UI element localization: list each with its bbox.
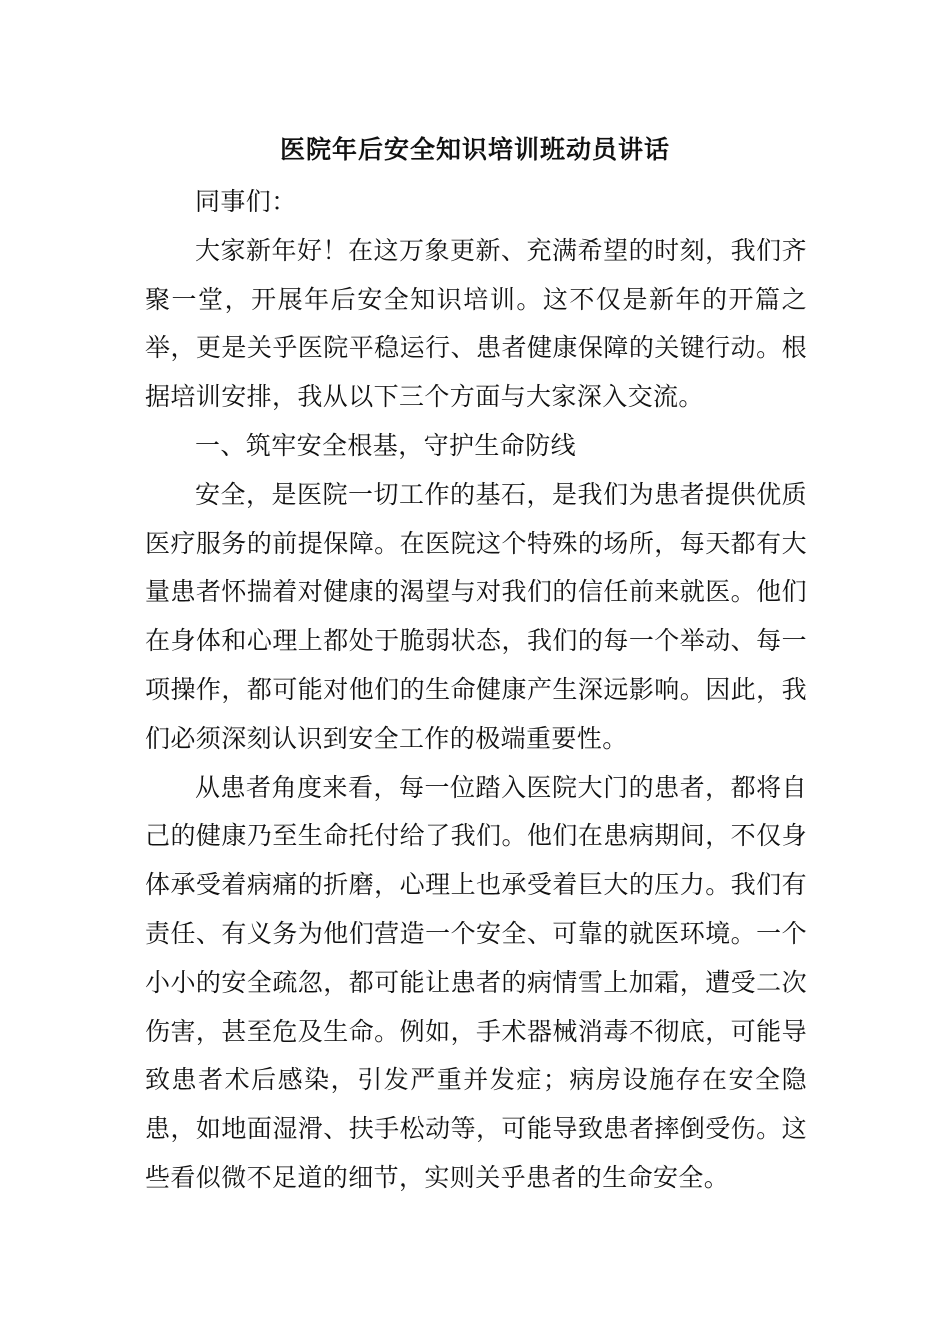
section-heading-1: 一、筑牢安全根基，守护生命防线 <box>195 430 577 460</box>
opening-paragraph: 大家新年好！在这万象更新、充满希望的时刻，我们齐聚一堂，开展年后安全知识培训。这不仅是新年的开篇之举，更是关乎医院平稳运行、患者健康保障的关键行动。根据培训安排，我从以下三个方面与大家深入交流。 <box>145 235 807 412</box>
body-paragraph: 安全，是医院一切工作的基石，是我们为患者提供优质医疗服务的前提保障。在医院这个特殊的场所，每天都有大量患者怀揣着对健康的渴望与对我们的信任前来就医。他们在身体和心理上都处于脆弱状态，我们的每一个举动、每一项操作，都可能对他们的生命健康产生深远影响。因此，我们必须深刻认识到安全工作的极端重要性。 <box>145 479 807 753</box>
body-paragraph: 从患者角度来看，每一位踏入医院大门的患者，都将自己的健康乃至生命托付给了我们。他们在患病期间，不仅身体承受着病痛的折磨，心理上也承受着巨大的压力。我们有责任、有义务为他们营造一个安全、可靠的就医环境。一个小小的安全疏忽，都可能让患者的病情雪上加霜，遭受二次伤害，甚至危及生命。例如，手术器械消毒不彻底，可能导致患者术后感染，引发严重并发症；病房设施存在安全隐患，如地面湿滑、扶手松动等，可能导致患者摔倒受伤。这些看似微不足道的细节，实则关乎患者的生命安全。 <box>145 772 807 1192</box>
document-title: 医院年后安全知识培训班动员讲话 <box>279 135 670 164</box>
document-body <box>145 178 807 1203</box>
salutation-paragraph: 同事们： <box>195 187 297 216</box>
